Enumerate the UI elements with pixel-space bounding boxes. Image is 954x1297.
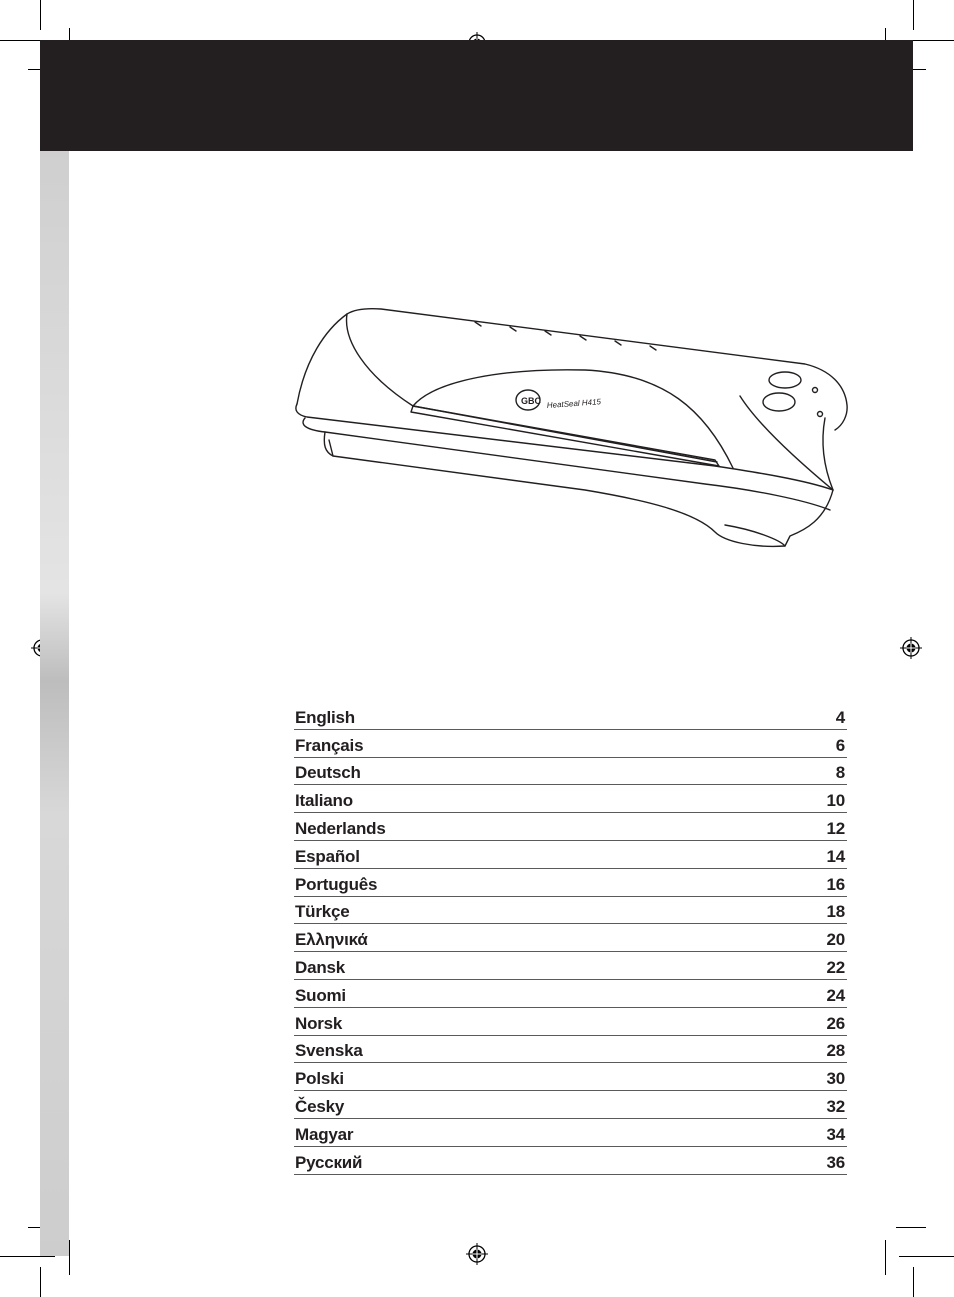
toc-language: Deutsch <box>295 763 361 783</box>
toc-language: English <box>295 707 355 727</box>
toc-language: Ελληνικά <box>295 930 368 950</box>
toc-language: Magyar <box>295 1124 354 1144</box>
toc-page-number: 26 <box>826 1013 845 1033</box>
toc-page-number: 36 <box>826 1152 845 1172</box>
toc-row <box>294 980 847 1008</box>
toc-language: Dansk <box>295 957 346 977</box>
toc-page-number: 32 <box>826 1096 845 1116</box>
toc-row <box>294 1008 847 1036</box>
toc-row <box>294 1091 847 1119</box>
crop-mark <box>899 1256 954 1257</box>
toc-language: Polski <box>295 1069 344 1089</box>
crop-mark <box>0 1256 55 1257</box>
crop-mark <box>885 1240 886 1275</box>
toc-row <box>294 924 847 952</box>
toc-page-number: 28 <box>826 1041 845 1061</box>
crop-mark <box>40 0 41 30</box>
side-strip <box>40 151 69 1256</box>
toc-page-number: 10 <box>826 791 845 811</box>
toc-language: Русский <box>295 1152 363 1172</box>
toc-page-number: 20 <box>826 930 845 950</box>
toc-row <box>294 1036 847 1064</box>
toc-language: Türkçe <box>295 902 350 922</box>
toc-row <box>294 952 847 980</box>
toc-row <box>294 702 847 730</box>
toc-row <box>294 1147 847 1175</box>
toc-page-number: 18 <box>826 902 845 922</box>
toc-page-number: 22 <box>826 957 845 977</box>
toc-row <box>294 758 847 786</box>
toc-page-number: 34 <box>826 1124 845 1144</box>
toc-row <box>294 785 847 813</box>
registration-mark-icon <box>466 1243 488 1265</box>
toc-page-number: 24 <box>826 985 845 1005</box>
crop-mark <box>913 0 914 30</box>
registration-mark-icon <box>900 637 922 659</box>
toc-language: Español <box>295 846 360 866</box>
laminator-illustration <box>285 300 855 560</box>
crop-mark <box>40 1267 41 1297</box>
language-index <box>294 702 847 1175</box>
toc-language: Suomi <box>295 985 346 1005</box>
toc-language: Česky <box>295 1096 345 1116</box>
toc-language: Svenska <box>295 1041 363 1061</box>
toc-page-number: 8 <box>835 763 845 783</box>
toc-language: Nederlands <box>295 818 386 838</box>
toc-page-number: 16 <box>826 874 845 894</box>
toc-page-number: 12 <box>826 818 845 838</box>
toc-language: Français <box>295 735 364 755</box>
crop-mark <box>69 1240 70 1275</box>
crop-mark <box>913 1267 914 1297</box>
crop-mark <box>896 1227 926 1228</box>
toc-row <box>294 897 847 925</box>
model-label: HeatSeal H415 <box>546 397 602 410</box>
toc-page-number: 4 <box>835 707 845 727</box>
toc-page-number: 14 <box>826 846 845 866</box>
toc-row <box>294 813 847 841</box>
toc-row <box>294 1063 847 1091</box>
toc-page-number: 30 <box>826 1069 845 1089</box>
toc-row <box>294 730 847 758</box>
toc-language: Italiano <box>295 791 353 811</box>
toc-page-number: 6 <box>835 735 845 755</box>
toc-language: Português <box>295 874 378 894</box>
toc-row <box>294 841 847 869</box>
toc-row <box>294 1119 847 1147</box>
header-bar <box>40 40 913 151</box>
toc-row <box>294 869 847 897</box>
toc-language: Norsk <box>295 1013 343 1033</box>
brand-logo-text: GBC <box>521 396 541 406</box>
